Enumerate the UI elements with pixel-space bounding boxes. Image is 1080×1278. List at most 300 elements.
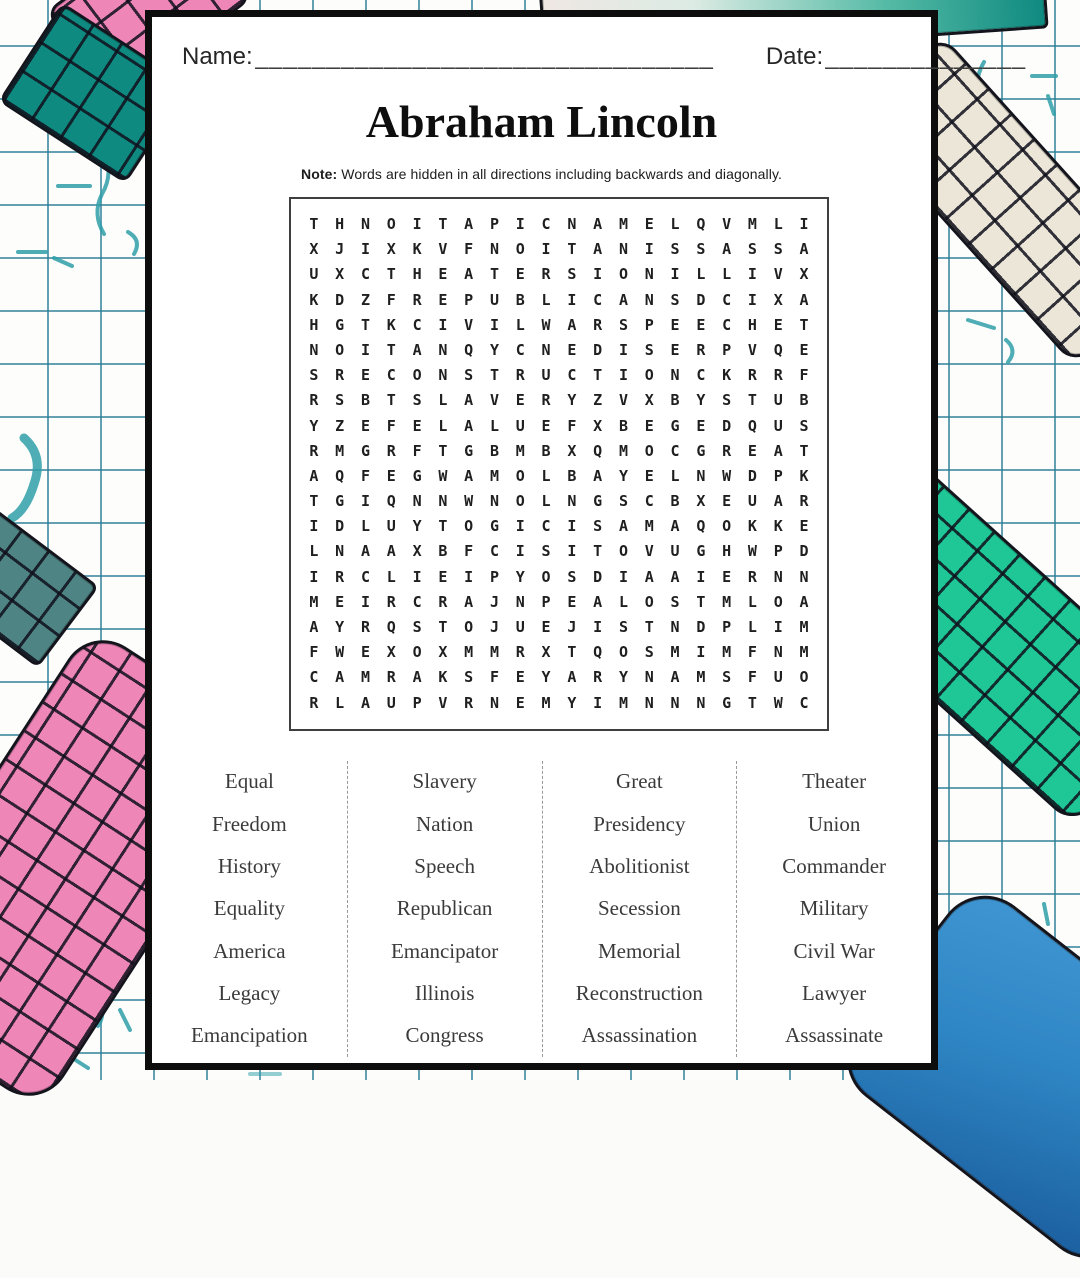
grid-letter: V xyxy=(464,315,474,334)
word-item: Union xyxy=(807,811,861,836)
grid-letter: D xyxy=(696,290,706,309)
grid-letter: Y xyxy=(696,391,706,410)
grid-letter: U xyxy=(489,290,499,309)
grid-letter: L xyxy=(670,466,680,485)
grid-letter: G xyxy=(696,441,706,460)
date-label: Date: xyxy=(765,43,824,70)
grid-letter: E xyxy=(567,592,577,611)
word-item: Slavery xyxy=(412,769,477,794)
grid-letter: S xyxy=(722,391,732,410)
grid-letter: C xyxy=(360,265,370,284)
grid-letter: O xyxy=(773,592,783,611)
grid-letter: N xyxy=(438,492,448,511)
grid-letter: K xyxy=(438,668,448,687)
grid-letter: N xyxy=(670,366,680,385)
grid-letter: G xyxy=(722,693,732,712)
grid-letter: S xyxy=(670,240,680,259)
grid-letter: Z xyxy=(593,391,603,410)
grid-letter: W xyxy=(438,466,448,485)
grid-letter: I xyxy=(309,517,319,536)
grid-letter: F xyxy=(567,416,577,435)
grid-letter: V xyxy=(438,693,448,712)
grid-letter: I xyxy=(618,567,628,586)
grid-letter: T xyxy=(489,265,499,284)
grid-letter: C xyxy=(799,693,809,712)
grid-letter: O xyxy=(644,592,654,611)
grid-letter: A xyxy=(360,542,370,561)
grid-letter: E xyxy=(515,693,525,712)
grid-letter: E xyxy=(773,315,783,334)
grid-letter: R xyxy=(541,265,551,284)
grid-letter: N xyxy=(644,290,654,309)
grid-letter: E xyxy=(644,466,654,485)
grid-letter: D xyxy=(747,466,757,485)
grid-letter: M xyxy=(489,466,499,485)
grid-row xyxy=(301,640,817,665)
grid-letter: Y xyxy=(335,618,345,636)
grid-letter: M xyxy=(360,668,370,687)
grid-row xyxy=(301,414,817,439)
grid-letter: G xyxy=(489,517,499,536)
grid-letter: M xyxy=(722,592,732,611)
grid-letter: B xyxy=(799,391,809,410)
grid-letter: B xyxy=(670,391,680,410)
grid-letter: O xyxy=(464,517,474,536)
word-item: Lawyer xyxy=(802,980,867,1005)
grid-letter: N xyxy=(670,618,680,636)
word-column xyxy=(542,761,737,1057)
grid-letter: R xyxy=(799,492,809,511)
grid-letter: V xyxy=(438,240,448,259)
grid-letter: S xyxy=(464,668,474,687)
grid-letter: T xyxy=(799,315,809,334)
grid-letter: A xyxy=(593,240,603,259)
grid-letter: Q xyxy=(593,441,603,460)
date-field xyxy=(766,43,1026,71)
grid-letter: E xyxy=(799,517,809,536)
grid-letter: X xyxy=(773,290,783,309)
grid-letter: S xyxy=(567,265,577,284)
grid-letter: F xyxy=(360,466,370,485)
grid-letter: S xyxy=(309,366,319,385)
grid-letter: I xyxy=(644,240,654,259)
grid-letter: X xyxy=(567,441,577,460)
grid-letter: I xyxy=(593,265,603,284)
grid-letter: T xyxy=(644,618,654,636)
grid-letter: U xyxy=(747,492,757,511)
grid-letter: R xyxy=(412,290,422,309)
grid-row xyxy=(301,313,817,338)
grid-letter: M xyxy=(541,693,551,712)
grid-letter: N xyxy=(773,643,783,662)
grid-letter: U xyxy=(773,668,783,687)
grid-letter: F xyxy=(489,668,499,687)
grid-letter: F xyxy=(799,366,809,385)
word-search-grid xyxy=(289,197,829,731)
grid-letter: A xyxy=(464,466,474,485)
grid-letter: W xyxy=(335,643,345,662)
grid-letter: S xyxy=(412,391,422,410)
grid-letter: I xyxy=(567,542,577,561)
grid-letter: L xyxy=(722,265,732,284)
grid-letter: X xyxy=(644,391,654,410)
grid-letter: C xyxy=(593,290,603,309)
grid-letter: N xyxy=(489,492,499,511)
word-item: Speech xyxy=(414,853,475,878)
grid-letter: L xyxy=(696,265,706,284)
grid-letter: A xyxy=(773,441,783,460)
grid-letter: R xyxy=(309,441,319,460)
grid-letter: F xyxy=(412,441,422,460)
grid-letter: I xyxy=(618,340,628,359)
grid-letter: R xyxy=(464,693,474,712)
date-line: ______________ xyxy=(825,43,1027,70)
grid-letter: R xyxy=(593,668,603,687)
grid-letter: O xyxy=(618,643,628,662)
grid-letter: Y xyxy=(309,416,319,435)
grid-letter: Y xyxy=(541,668,551,687)
grid-letter: C xyxy=(386,366,396,385)
grid-letter: X xyxy=(541,643,551,662)
grid-letter: L xyxy=(747,592,757,611)
grid-letter: E xyxy=(722,567,732,586)
grid-letter: O xyxy=(541,567,551,586)
grid-letter: C xyxy=(515,340,525,359)
grid-letter: G xyxy=(593,492,603,511)
grid-letter: N xyxy=(438,366,448,385)
grid-letter: R xyxy=(438,592,448,611)
grid-letter: E xyxy=(360,643,370,662)
grid-letter: U xyxy=(309,265,319,284)
grid-letter: I xyxy=(412,567,422,586)
grid-letter: U xyxy=(386,517,396,536)
grid-letter: A xyxy=(593,592,603,611)
grid-letter: R xyxy=(386,592,396,611)
grid-letter: L xyxy=(773,215,783,233)
grid-letter: G xyxy=(335,492,345,511)
grid-letter: N xyxy=(489,693,499,712)
grid-letter: Y xyxy=(412,517,422,536)
grid-letter: L xyxy=(541,290,551,309)
grid-letter: S xyxy=(773,240,783,259)
grid-letter: M xyxy=(489,643,499,662)
grid-letter: Q xyxy=(386,492,396,511)
grid-letter: I xyxy=(464,567,474,586)
grid-letter: A xyxy=(799,240,809,259)
grid-letter: I xyxy=(309,567,319,586)
grid-letter: Z xyxy=(360,290,370,309)
grid-letter: E xyxy=(360,366,370,385)
grid-letter: R xyxy=(722,441,732,460)
grid-letter: I xyxy=(360,240,370,259)
grid-letter: T xyxy=(593,366,603,385)
grid-letter: N xyxy=(515,592,525,611)
grid-letter: A xyxy=(567,668,577,687)
grid-letter: A xyxy=(799,290,809,309)
grid-letter: R xyxy=(696,340,706,359)
grid-letter: Q xyxy=(696,215,706,233)
grid-letter: M xyxy=(799,618,809,636)
grid-letter: O xyxy=(644,366,654,385)
grid-letter: S xyxy=(335,391,345,410)
word-item: Theater xyxy=(802,769,867,794)
grid-letter: M xyxy=(644,517,654,536)
grid-letter: D xyxy=(593,340,603,359)
grid-letter: T xyxy=(438,517,448,536)
note-text: Words are hidden in all directions including backwards and diagonally. xyxy=(341,166,782,182)
grid-row xyxy=(301,464,817,489)
grid-letter: A xyxy=(412,340,422,359)
grid-letter: T xyxy=(747,693,757,712)
grid-letter: D xyxy=(696,618,706,636)
grid-letter: I xyxy=(515,215,525,233)
word-item: Abolitionist xyxy=(589,853,690,878)
grid-letter: R xyxy=(773,366,783,385)
grid-letter: L xyxy=(335,693,345,712)
grid-letter: T xyxy=(747,391,757,410)
grid-letter: N xyxy=(567,492,577,511)
grid-letter: M xyxy=(670,643,680,662)
grid-letter: G xyxy=(464,441,474,460)
grid-row xyxy=(301,288,817,313)
grid-letter: M xyxy=(515,441,525,460)
grid-letter: I xyxy=(747,290,757,309)
grid-letter: I xyxy=(696,567,706,586)
grid-row xyxy=(301,338,817,363)
grid-letter: L xyxy=(309,542,319,561)
grid-letter: E xyxy=(644,215,654,233)
grid-row xyxy=(301,665,817,690)
grid-letter: H xyxy=(335,215,345,233)
grid-letter: L xyxy=(670,215,680,233)
grid-letter: I xyxy=(747,265,757,284)
grid-letter: O xyxy=(515,466,525,485)
grid-letter: S xyxy=(670,592,680,611)
grid-letter: O xyxy=(386,215,396,233)
word-item: Freedom xyxy=(212,811,287,836)
grid-letter: A xyxy=(464,592,474,611)
grid-letter: N xyxy=(541,340,551,359)
grid-letter: I xyxy=(773,618,783,636)
grid-letter: L xyxy=(515,315,525,334)
grid-letter: A xyxy=(670,517,680,536)
grid-row xyxy=(301,262,817,287)
grid-letter: O xyxy=(412,366,422,385)
grid-letter: D xyxy=(799,542,809,561)
grid-letter: E xyxy=(515,265,525,284)
grid-letter: Y xyxy=(567,391,577,410)
grid-letter: Y xyxy=(489,340,499,359)
word-item: Military xyxy=(799,896,869,921)
word-item: Reconstruction xyxy=(575,980,703,1005)
word-item: History xyxy=(217,853,281,878)
grid-letter: R xyxy=(309,693,319,712)
grid-letter: I xyxy=(593,618,603,636)
grid-letter: F xyxy=(464,240,474,259)
grid-letter: N xyxy=(773,567,783,586)
grid-letter: L xyxy=(438,416,448,435)
grid-letter: K xyxy=(309,290,319,309)
grid-letter: F xyxy=(747,668,757,687)
grid-letter: X xyxy=(593,416,603,435)
grid-letter: L xyxy=(541,492,551,511)
grid-letter: M xyxy=(618,215,628,233)
grid-letter: C xyxy=(541,215,551,233)
grid-letter: B xyxy=(360,391,370,410)
grid-letter: W xyxy=(722,466,732,485)
grid-letter: M xyxy=(335,441,345,460)
grid-letter: U xyxy=(670,542,680,561)
grid-letter: O xyxy=(722,517,732,536)
grid-letter: V xyxy=(618,391,628,410)
grid-letter: C xyxy=(670,441,680,460)
grid-letter: F xyxy=(464,542,474,561)
grid-letter: E xyxy=(360,416,370,435)
grid-letter: R xyxy=(335,567,345,586)
grid-letter: H xyxy=(412,265,422,284)
grid-letter: B xyxy=(515,290,525,309)
grid-letter: Y xyxy=(567,693,577,712)
grid-row xyxy=(301,439,817,464)
grid-letter: L xyxy=(386,567,396,586)
grid-letter: Q xyxy=(747,416,757,435)
word-item: Memorial xyxy=(597,938,681,963)
grid-letter: A xyxy=(464,416,474,435)
grid-letter: C xyxy=(412,315,422,334)
grid-letter: A xyxy=(464,391,474,410)
grid-letter: G xyxy=(670,416,680,435)
grid-letter: T xyxy=(360,315,370,334)
grid-letter: E xyxy=(567,340,577,359)
grid-letter: J xyxy=(489,618,499,636)
grid-letter: L xyxy=(438,391,448,410)
grid-letter: A xyxy=(799,592,809,611)
grid-letter: K xyxy=(773,517,783,536)
word-item: Secession xyxy=(597,896,681,921)
grid-letter: F xyxy=(386,416,396,435)
grid-letter: C xyxy=(360,567,370,586)
grid-letter: L xyxy=(618,592,628,611)
grid-letter: S xyxy=(644,340,654,359)
grid-letter: T xyxy=(386,340,396,359)
grid-letter: V xyxy=(747,340,757,359)
grid-letter: N xyxy=(696,466,706,485)
grid-letter: O xyxy=(515,492,525,511)
grid-letter: P xyxy=(541,592,551,611)
grid-row xyxy=(301,212,817,237)
grid-letter: J xyxy=(567,618,577,636)
grid-letter: I xyxy=(618,366,628,385)
grid-row xyxy=(301,514,817,539)
grid-letter: C xyxy=(696,366,706,385)
grid-letter: C xyxy=(644,492,654,511)
grid-letter: M xyxy=(464,643,474,662)
grid-letter: O xyxy=(644,441,654,460)
grid-letter: E xyxy=(541,416,551,435)
grid-letter: N xyxy=(644,668,654,687)
grid-letter: N xyxy=(644,265,654,284)
grid-letter: C xyxy=(412,592,422,611)
grid-letter: R xyxy=(386,668,396,687)
grid-letter: S xyxy=(464,366,474,385)
grid-letter: O xyxy=(618,265,628,284)
grid-letter: X xyxy=(799,265,809,284)
grid-letter: K xyxy=(722,366,732,385)
grid-letter: O xyxy=(412,643,422,662)
grid-letter: G xyxy=(335,315,345,334)
grid-letter: N xyxy=(489,240,499,259)
grid-letter: U xyxy=(541,366,551,385)
grid-row xyxy=(301,237,817,262)
grid-letter: O xyxy=(464,618,474,636)
grid-letter: T xyxy=(438,441,448,460)
grid-letter: A xyxy=(464,215,474,233)
name-label: Name: xyxy=(182,43,253,70)
grid-letter: Q xyxy=(335,466,345,485)
grid-letter: Q xyxy=(593,643,603,662)
grid-letter: W xyxy=(747,542,757,561)
grid-letter: A xyxy=(412,668,422,687)
grid-letter: S xyxy=(567,567,577,586)
grid-letter: N xyxy=(567,215,577,233)
grid-letter: G xyxy=(360,441,370,460)
grid-letter: T xyxy=(489,366,499,385)
grid-row xyxy=(301,539,817,564)
grid-letter: I xyxy=(489,315,499,334)
grid-letter: I xyxy=(567,290,577,309)
grid-letter: N xyxy=(438,340,448,359)
grid-letter: V xyxy=(722,215,732,233)
grid-letter: A xyxy=(567,315,577,334)
grid-letter: U xyxy=(515,618,525,636)
grid-letter: K xyxy=(747,517,757,536)
grid-row xyxy=(301,691,817,716)
grid-letter: T xyxy=(696,592,706,611)
grid-letter: E xyxy=(670,340,680,359)
word-item: Equality xyxy=(213,896,285,921)
grid-letter: A xyxy=(593,466,603,485)
word-item: Republican xyxy=(396,896,493,921)
grid-letter: I xyxy=(670,265,680,284)
grid-letter: A xyxy=(309,618,319,636)
worksheet-card xyxy=(145,10,1027,1070)
grid-letter: A xyxy=(309,466,319,485)
grid-letter: O xyxy=(515,240,525,259)
word-item: Illinois xyxy=(414,980,475,1005)
grid-letter: W xyxy=(773,693,783,712)
word-item: Assassination xyxy=(581,1023,698,1048)
grid-letter: J xyxy=(489,592,499,611)
grid-letter: B xyxy=(438,542,448,561)
word-item: America xyxy=(213,938,286,963)
grid-letter: H xyxy=(747,315,757,334)
grid-letter: T xyxy=(438,618,448,636)
grid-letter: N xyxy=(696,693,706,712)
grid-letter: E xyxy=(670,315,680,334)
grid-letter: P xyxy=(773,466,783,485)
grid-letter: E xyxy=(515,668,525,687)
grid-letter: A xyxy=(644,567,654,586)
grid-letter: K xyxy=(412,240,422,259)
grid-letter: S xyxy=(799,416,809,435)
grid-letter: T xyxy=(309,492,319,511)
grid-letter: A xyxy=(773,492,783,511)
grid-letter: A xyxy=(670,668,680,687)
grid-letter: I xyxy=(360,492,370,511)
grid-letter: N xyxy=(412,492,422,511)
grid-letter: U xyxy=(386,693,396,712)
grid-letter: C xyxy=(541,517,551,536)
